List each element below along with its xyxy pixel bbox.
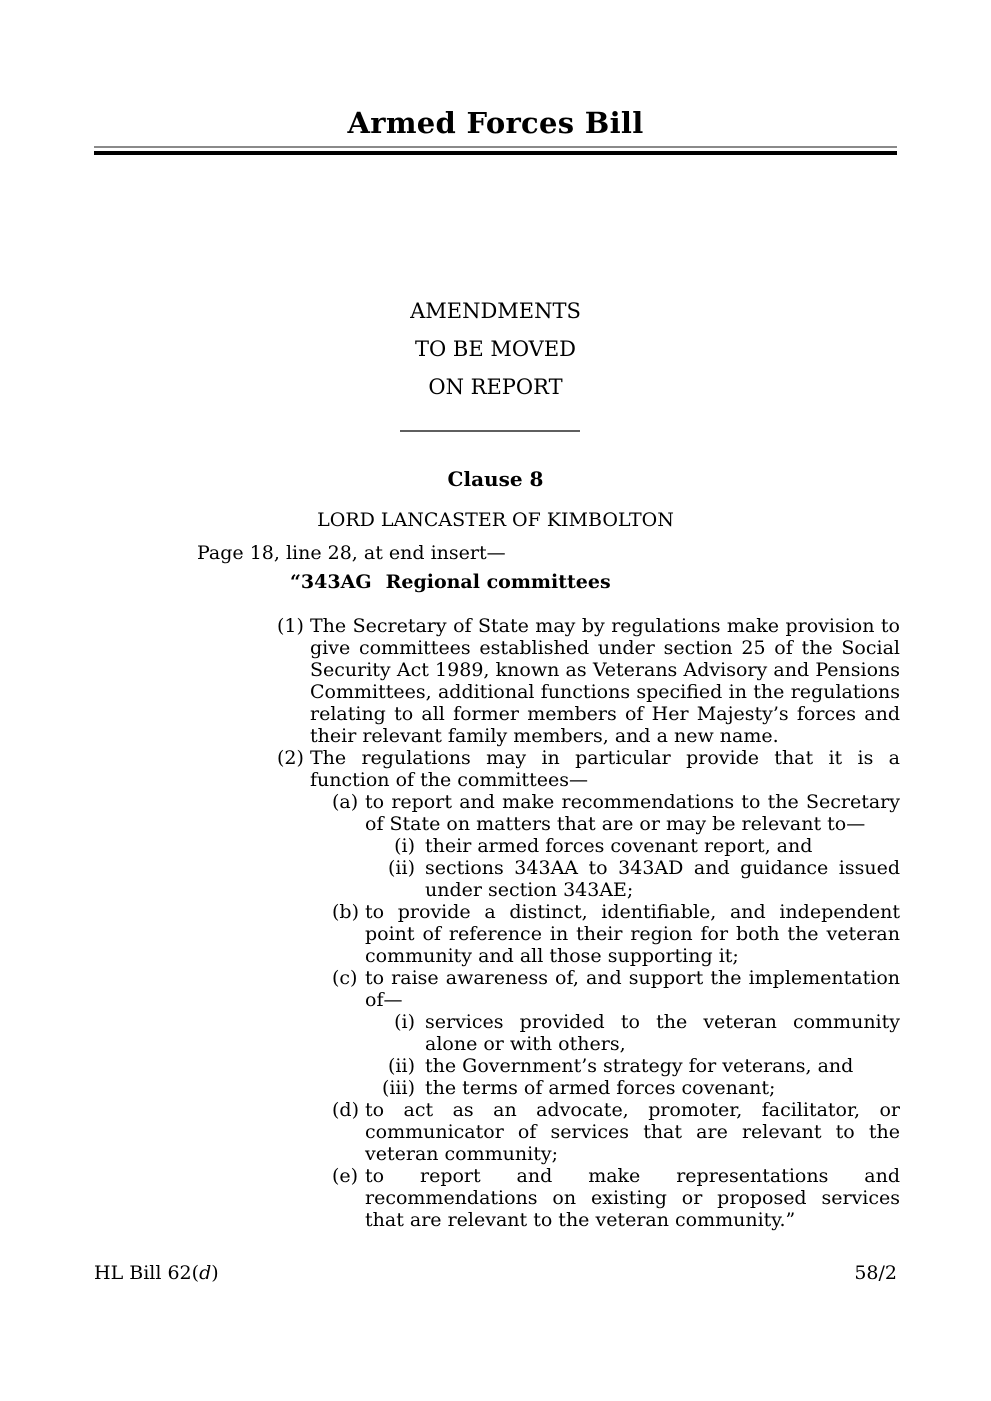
list-marker: (1) bbox=[277, 615, 304, 637]
list-item bbox=[394, 835, 900, 857]
list-marker: (c) bbox=[332, 967, 358, 989]
list-item bbox=[381, 1077, 900, 1099]
list-text: the Government’s strategy for veterans, and bbox=[425, 1055, 854, 1077]
section-title: Regional committees bbox=[385, 571, 611, 593]
list-text: to report and make recommendations to the Secretary of State on matters that are or may be relevant to— bbox=[365, 791, 900, 835]
list-marker: (ii) bbox=[388, 857, 415, 879]
list-text: the terms of armed forces covenant; bbox=[425, 1077, 776, 1099]
list-text: The Secretary of State may by regulations make provision to give committees established under section 25 of the Social Security Act 1989, known as Veterans Advisory and Pensions Committees, additional functions specified in the regulations relating to all former members of Her Majesty’s forces and their relevant family members, and a new name. bbox=[310, 615, 900, 747]
list-marker: (2) bbox=[277, 747, 304, 769]
new-section-heading bbox=[290, 571, 991, 593]
list-text: to report and make representations and recommendations on existing or proposed services that are relevant to the veteran community.” bbox=[365, 1165, 900, 1231]
list-item bbox=[332, 967, 900, 1099]
list-text: to raise awareness of, and support the implementation of— bbox=[365, 967, 900, 1011]
page-title: Armed Forces Bill bbox=[347, 106, 644, 140]
title-rule bbox=[94, 146, 897, 155]
list-item bbox=[277, 747, 900, 1231]
list-text: to provide a distinct, identifiable, and independent point of reference in their region for both the veteran community and all those supporting it; bbox=[365, 901, 900, 967]
separator-rule bbox=[400, 430, 580, 432]
amendment-instruction: Page 18, line 28, at end insert— bbox=[197, 542, 506, 564]
amendments-heading-line: TO BE MOVED bbox=[414, 337, 577, 361]
list-marker: (i) bbox=[394, 1011, 415, 1033]
list-marker: (b) bbox=[332, 901, 359, 923]
list-marker: (i) bbox=[394, 835, 415, 857]
bill-reference-italic: d bbox=[199, 1262, 212, 1284]
clause-heading: Clause 8 bbox=[447, 467, 544, 491]
list-text: The regulations may in particular provide that it is a function of the committees— bbox=[310, 747, 900, 791]
list-marker: (e) bbox=[332, 1165, 359, 1187]
sponsor-name: LORD LANCASTER OF KIMBOLTON bbox=[317, 509, 674, 531]
list-text: services provided to the veteran community alone or with others, bbox=[425, 1011, 900, 1055]
section-number: “343AG bbox=[290, 571, 372, 593]
list-text: sections 343AA to 343AD and guidance issued under section 343AE; bbox=[425, 857, 900, 901]
amendments-heading-line: AMENDMENTS bbox=[410, 299, 581, 323]
amendments-heading-line: ON REPORT bbox=[428, 375, 563, 399]
list-marker: (ii) bbox=[388, 1055, 415, 1077]
bill-reference bbox=[94, 1262, 219, 1284]
page-footer bbox=[94, 1262, 897, 1284]
list-item bbox=[394, 1011, 900, 1055]
amendment-body bbox=[277, 615, 900, 1231]
list-marker: (iii) bbox=[381, 1077, 415, 1099]
amendments-heading bbox=[0, 292, 991, 406]
list-item bbox=[332, 1099, 900, 1165]
list-marker: (a) bbox=[332, 791, 359, 813]
bill-reference-text: ) bbox=[211, 1262, 219, 1284]
list-item bbox=[332, 1165, 900, 1231]
list-item bbox=[388, 857, 900, 901]
list-item bbox=[332, 901, 900, 967]
list-marker: (d) bbox=[332, 1099, 359, 1121]
list-item bbox=[332, 791, 900, 901]
list-item bbox=[277, 615, 900, 747]
list-text: to act as an advocate, promoter, facilitator, or communicator of services that are relevant to the veteran community; bbox=[365, 1099, 900, 1165]
list-item bbox=[388, 1055, 900, 1077]
sheet-number: 58/2 bbox=[854, 1262, 897, 1284]
list-text: their armed forces covenant report, and bbox=[425, 835, 813, 857]
bill-reference-text: HL Bill 62( bbox=[94, 1262, 200, 1284]
